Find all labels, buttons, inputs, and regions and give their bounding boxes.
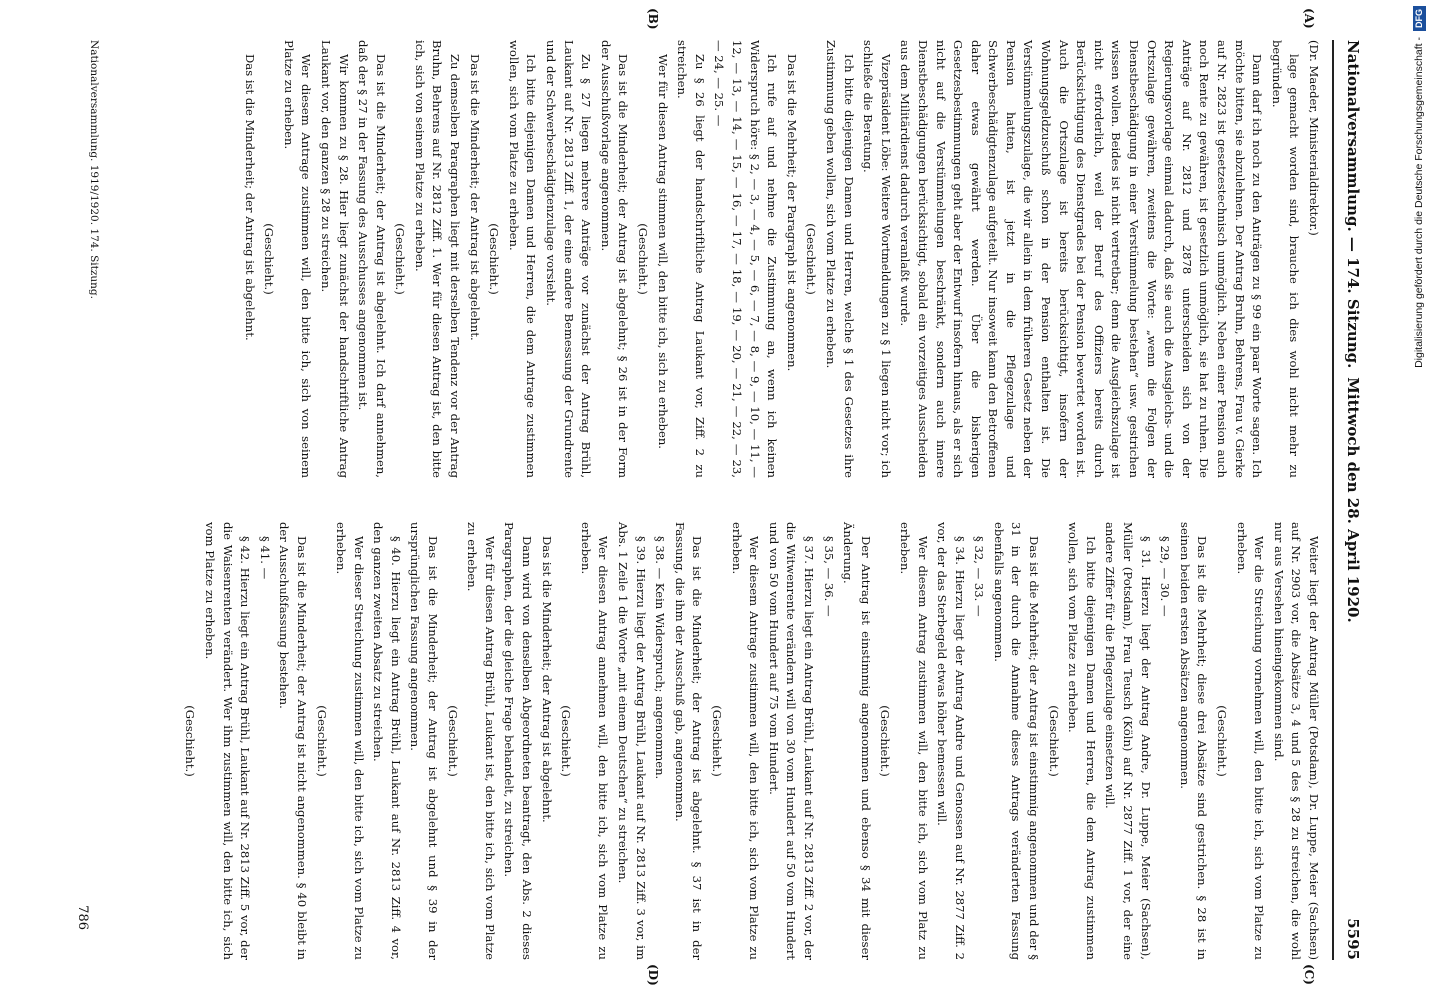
margin-mark-c: (C): [1302, 964, 1316, 985]
right-column: [112, 522, 1322, 960]
paragraph: (Geschieht.): [314, 705, 329, 777]
paragraph: § 29, — 30. —: [1158, 536, 1173, 617]
header-left: Nationalversammlung. — 174. Sitzung.: [1344, 40, 1362, 369]
paragraph: Ich bitte diejenigen Damen und Herren, die dem Antrag zustimmen wollen, sich vom Platze zu erheben.: [1066, 522, 1098, 960]
paragraph: Dann darf ich noch zu den Anträgen zu § 99 ein paar Worte sagen. Ich möchte bitten, sie abzulehnen. Der Antrag Bruhn, Behrens, Frau v. Gierke auf Nr. 2823 ist gesetzestechnisch unmöglich. Neben einer Pension auch noch Rente zu gewähren, ist gesetzlich unmöglich, sie hat zu ruhen. Die Anträge auf Nr. 2812 und 2878 unterscheiden sich von der Regierungsvorlage einmal dadurch, daß sie auch die Ausgleichs- und die Ortszulage gewähren, zweitens die Worte: „wenn die Folgen der Dienstbeschädigung in einer Verstümmelung bestehen“ usw. gestrichen wissen wollen. Beides ist nicht vertretbar; denn die Ausgleichszulage ist nicht erforderlich, weil der Beruf des Offiziers bereits durch Berücksichtigung des Dienstgrades bei der Pension bewertet worden ist. Auch die Ortszulage ist bereits berücksichtigt, insofern der Wohnungsgeldzuschuß schon in der Pension enthalten ist. Die Verstümmelungszulage, die wir allein in dem früheren Gesetz neben der Pension hatten, ist jetzt in die Pflegezulage und Schwerbeschädigtenzulage aufgeteilt. Nur insoweit kann den Betroffenen daher etwas gewährt werden. Über die bisherigen Gesetzesbestimmungen geht aber der Entwurf insofern hinaus, als er sich nicht auf die Verstümmelungen beschränkt, sondern auch innere Dienstbeschädigungen berücksichtigt, sobald ein vorzeitiges Ausscheiden aus dem Militärdienst dadurch veranlaßt wurde.: [898, 40, 1265, 478]
paragraph: (Geschieht.): [183, 705, 198, 777]
paragraph: (Geschieht.): [487, 223, 502, 295]
paragraph: Zu § 27 liegen mehrere Anträge vor zunächst der Antrag Brühl, Laukant auf Nr. 2813 Ziff. 1, der eine andere Bemessung der Grundrente und der Schwerbeschädigtenzulage vorsieht.: [544, 40, 594, 478]
paragraph: lage gemacht worden sind, brauche ich dies wohl nicht mehr zu begründen.: [1269, 40, 1302, 478]
paragraph: § 37. Hierzu liegt ein Antrag Brühl, Laukant auf Nr. 2813 Ziff. 2 vor, der die Witwenrente verändern will von 30 vom Hundert auf 50 vom Hundert und von 50 vom Hundert auf 75 vom Hundert.: [766, 522, 816, 960]
paragraph: Das ist die Minderheit; der Antrag ist abgelehnt.: [467, 54, 482, 341]
margin-mark-b: (B): [646, 8, 660, 30]
paragraph: Wer für diesen Antrag Brühl, Laukant ist, den bitte ich, sich vom Platze zu erheben.: [465, 522, 497, 960]
digitization-credit: [1408, 0, 1430, 1000]
paragraph: § 38. — Kein Widerspruch; angenommen.: [653, 536, 668, 780]
paragraph: Das ist die Minderheit; der Antrag ist abgelehnt.: [539, 536, 554, 823]
paragraph: Dann wird von denselben Abgeordneten beantragt, den Abs. 2 dieses Paragraphen, der die gleiche Frage behandelt, zu streichen.: [502, 522, 535, 960]
paragraph: Das ist die Minderheit; der Antrag ist nicht angenommen. § 40 bleibt in der Ausschußfassung bestehen.: [277, 522, 309, 960]
paragraph: (Geschieht.): [559, 705, 574, 777]
margin-mark-a: (A): [1302, 8, 1316, 29]
paragraph: Wer dieser Streichung zustimmen will, den bitte ich, sich vom Platze zu erheben.: [334, 522, 366, 960]
paragraph: Das ist die Mehrheit; diese drei Absätze sind gestrichen. § 28 ist in seinen beiden ersten Absätzen angenommen.: [1177, 522, 1210, 960]
paragraph: (Geschieht.): [393, 223, 408, 295]
paragraph: Zu § 26 liegt der handschriftliche Antrag Laukant vor, Ziff. 2 zu streichen.: [675, 40, 707, 478]
paragraph: § 34. Hierzu liegt der Antrag Andre und Genossen auf Nr. 2877 Ziff. 2 vor, der das Sterbegeld etwas höher bemessen will.: [935, 522, 967, 960]
paragraph: Vizepräsident Löbe: Weitere Wortmeldungen zu § 1 liegen nicht vor; ich schließe die Beratung.: [861, 40, 893, 478]
paragraph: Das ist die Mehrheit; der Antrag ist einstimmig angenommen und der § 31 in der durch die Annahme dieses Antrags veränderten Fassung ebenfalls angenommen.: [991, 522, 1042, 960]
paragraph: § 35, — 36. —: [821, 536, 836, 617]
paragraph: Wer die Streichung vornehmen will, den bitte ich, sich vom Platze zu erheben.: [1234, 522, 1267, 960]
paragraph: (Geschieht.): [878, 705, 893, 777]
paragraph: (Dr. Maeder, Ministerialdirektor.): [1307, 40, 1321, 236]
paragraph: Ich bitte diejenigen Damen und Herren, die dem Antrage zustimmen wollen, sich vom Platze zu erheben.: [506, 40, 539, 478]
paragraph: (Geschieht.): [1046, 705, 1061, 777]
paragraph: § 41. —: [257, 536, 272, 580]
paragraph: Das ist die Minderheit; der Antrag ist abgelehnt; § 26 ist in der Form der Ausschußvorlage angenommen.: [598, 40, 631, 478]
paragraph: (Geschieht.): [262, 223, 277, 295]
paragraph: Der Antrag ist einstimmig angenommen und ebenso § 34 mit dieser Änderung.: [841, 522, 873, 960]
paragraph: Zu demselben Paragraphen liegt mit derselben Tendenz vor der Antrag Bruhn, Behrens auf Nr. 2812 Ziff. 1. Wer für diesen Antrag ist, den bitte ich, sich von seinem Platze zu erheben.: [412, 40, 463, 478]
paragraph: § 31. Hierzu liegt der Antrag Andre, Dr. Luppe, Meier (Sachsen), Müller (Potsdam), Frau Teusch (Köln) auf Nr. 2877 Ziff. 1 vor, der eine andere Ziffer für die Pflegezulage einsetzen will.: [1103, 522, 1153, 960]
paragraph: Wer diesen Antrag annehmen will, den bitte ich, sich vom Platze zu erheben.: [578, 522, 611, 960]
paragraph: § 32, — 33. —: [972, 536, 987, 617]
paragraph: (Geschieht.): [1215, 705, 1230, 777]
page-header: [1332, 40, 1374, 960]
paragraph: § 40. Hierzu liegt ein Antrag Brühl, Laukant auf Nr. 2813 Ziff. 4 vor, den ganzen zweiten Absatz zu streichen.: [371, 522, 403, 960]
paragraph: (Geschieht.): [445, 705, 460, 777]
paragraph: Ich rufe auf und nehme die Zustimmung an, wenn ich keinen Widerspruch höre: § 2, — 3, — 4, — 5, — 6, — 7, — 8, — 9, — 10, — 11, — 12, — 13, — 14, — 15, — 16, — 17, — 18, — 19, — 20, — 21, — 22, — 23, — 24, — 25. —: [712, 40, 780, 478]
paragraph: § 39. Hierzu liegt der Antrag Brühl, Laukant auf Nr. 2813 Ziff. 3 vor, im Abs. 1 Zeile 1 die Worte „mit einem Deutschen“ zu streichen.: [616, 522, 648, 960]
paragraph: (Geschieht.): [636, 223, 651, 295]
dfg-logo: DFG: [1413, 6, 1426, 31]
bottom-page-number: 786: [75, 905, 90, 930]
paragraph: (Geschieht.): [804, 223, 819, 295]
left-column: [112, 40, 1322, 478]
credit-text: Digitalisierung gefördert durch die Deutsche Forschungsgemeinschaft -: [1413, 37, 1425, 368]
paragraph: Wer diesem Antrag zustimmen will, den bitte ich, sich vom Platz zu erheben.: [897, 522, 930, 960]
paragraph: Das ist die Minderheit; der Antrag ist abgelehnt.: [242, 54, 257, 341]
margin-mark-d: (D): [646, 964, 660, 986]
paragraph: Wer für diesen Antrag stimmen will, den bitte ich, sich zu erheben.: [655, 54, 670, 449]
paragraph: Ich bitte diejenigen Damen und Herren, welche § 1 des Gesetzes ihre Zustimmung geben wollen, sich vom Platze zu erheben.: [823, 40, 856, 478]
paragraph: Das ist die Minderheit; der Antrag ist abgelehnt. § 37 ist in der Fassung, die ihm der Ausschuß gab, angenommen.: [672, 522, 705, 960]
paragraph: Weiter liegt der Antrag Müller (Potsdam), Dr. Luppe, Meier (Sachsen) auf Nr. 2903 vor, die Absätze 3, 4 und 5 des § 28 zu streichen, die wohl nur aus Versehen hineingekommen sind.: [1271, 522, 1321, 960]
paragraph: Das ist die Minderheit; der Antrag ist abgelehnt. Ich darf annehmen, daß der § 27 in der Fassung des Ausschusses angenommen ist.: [356, 40, 388, 478]
paragraph: Wer diesem Antrage zustimmen will, den bitte ich, sich von seinem Platze zu erheben.: [281, 40, 314, 478]
paragraph: (Geschieht.): [710, 705, 724, 777]
paragraph: Wer diesem Antrage zustimmen will, den bitte ich, sich vom Platze zu erheben.: [729, 522, 762, 960]
page-footer: Nationalversammlung. 1919/1920. 174. Sitzung.: [88, 40, 100, 299]
header-page-number: 5595: [1344, 918, 1362, 960]
paragraph: Das ist die Minderheit; der Antrag ist abgelehnt und § 39 in der ursprünglichen Fassung angenommen.: [408, 522, 441, 960]
paragraph: Das ist die Mehrheit; der Paragraph ist angenommen.: [784, 54, 799, 372]
paragraph: § 42. Hierzu liegt ein Antrag Brühl, Laukant auf Nr. 2813 Ziff. 5 vor, der die Waisenrenten verändert. Wer ihm zustimmen will, den bitte ich, sich vom Platze zu erheben.: [202, 522, 253, 960]
paragraph: Wir kommen zu § 28. Hier liegt zunächst der handschriftliche Antrag Laukant vor, den ganzen § 28 zu streichen.: [318, 40, 351, 478]
header-date: Mittwoch den 28. April 1920.: [1344, 377, 1362, 623]
